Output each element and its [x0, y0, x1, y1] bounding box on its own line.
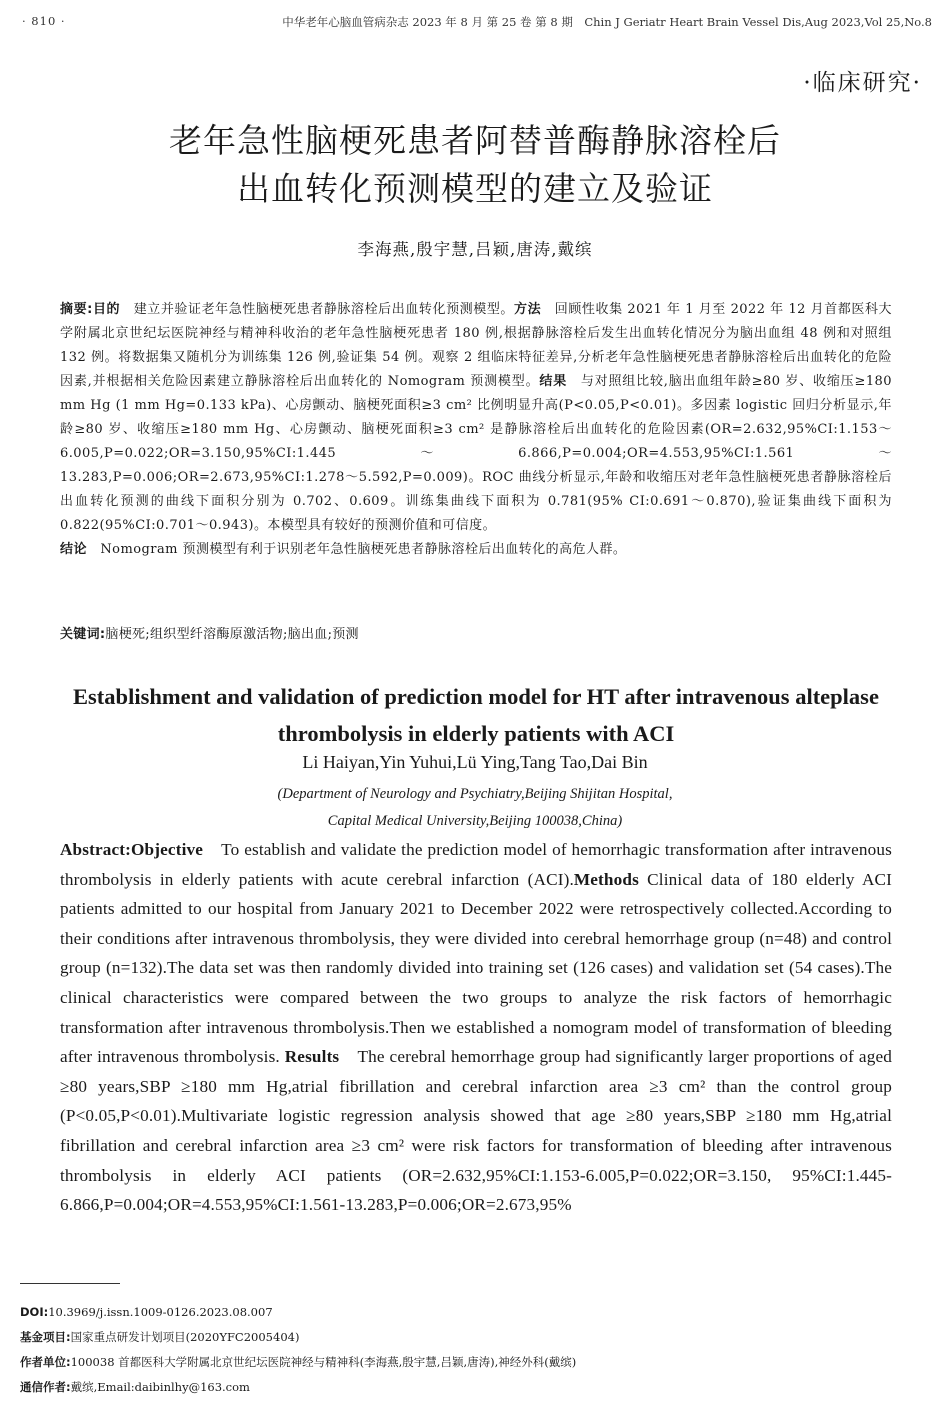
en-methods-label: Methods	[573, 869, 639, 889]
conclusion-text: Nomogram 预测模型有利于识别老年急性脑梗死患者静脉溶栓后出血转化的高危人群。	[86, 542, 627, 557]
en-objective-text: To establish and validate the prediction model of hemorrhagic transformation after intravenous thrombolysis in elderly patients with acute cerebral infarction (ACI).	[60, 840, 892, 889]
chinese-authors: 李海燕,殷宇慧,吕颖,唐涛,戴缤	[357, 240, 593, 259]
en-results-text: The cerebral hemorrhage group had significantly larger proportions of aged ≥80 years,SBP ≥180 mm Hg,atrial fibrillation and cerebral infarction area ≥3 cm² than the control group (P<0.05,P<0.01).Multivariate logistic regression analysis showed that age ≥80 years,SBP ≥180 mm Hg,atrial fibrillation and cerebral infarction area ≥3 cm² were risk factors for transformation of bleeding after intravenous thrombolysis in elderly ACI patients (OR=2.632,95%CI:1.153-6.005,P=0.022;OR=3.150, 95%CI:1.445-6.866,P=0.004;OR=4.553,95%CI:1.561-13.283,P=0.006;OR=2.673,95%	[60, 1047, 892, 1215]
fund-value: 国家重点研发计划项目(2020YFC2005404)	[70, 1330, 300, 1344]
section-tag: ·临床研究·	[803, 70, 922, 96]
chinese-title-line-1: 老年急性脑梗死患者阿替普酶静脉溶栓后	[169, 121, 781, 160]
running-header	[22, 10, 932, 34]
en-results-label: Results	[284, 1047, 340, 1067]
results-text: 与对照组比较,脑出血组年龄≥80 岁、收缩压≥180 mm Hg (1 mm Hg=0.133 kPa)、心房颤动、脑梗死面积≥3 cm² 比例明显升高(P<0.05,P<0.01)。多因素 logistic 回归分析显示,年龄≥80 岁、收缩压≥180 mm Hg、心房颤动、脑梗死面积≥3 cm² 是静脉溶栓后出血转化的危险因素(OR=2.632,95%CI:1.153～6.005,P=0.022;OR=3.150,95%CI:1.445～6.866,P=0.004;OR=4.553,95%CI:1.561～13.283,P=0.006;OR=2.673,95%CI:1.278～5.592,P=0.009)。ROC 曲线分析显示,年龄和收缩压对老年急性脑梗死患者静脉溶栓后出血转化预测的曲线下面积分别为 0.702、0.609。训练集曲线下面积为 0.781(95% CI:0.691～0.870),验证集曲线下面积为 0.822(95%CI:0.701～0.943)。本模型具有较好的预测价值和可信度。	[60, 374, 892, 533]
affil-label: 作者单位:	[20, 1355, 71, 1369]
doi-value: 10.3969/j.issn.1009-0126.2023.08.007	[48, 1305, 273, 1319]
chinese-abstract	[60, 298, 892, 562]
corr-value: 戴缤,Email:daibinlhy@163.com	[70, 1380, 250, 1394]
doi-line	[20, 1300, 920, 1325]
footnotes	[20, 1300, 920, 1400]
affiliation-line-2: Capital Medical University,Beijing 100038,China)	[327, 813, 623, 829]
conclusion-label: 结论	[60, 542, 87, 557]
fund-label: 基金项目:	[20, 1330, 71, 1344]
en-methods-text: Clinical data of 180 elderly ACI patients admitted to our hospital from January 2021 to December 2022 were retrospectively collected.According to their conditions after intravenous thrombolysis, they were divided into cerebral hemorrhage group (n=48) and control group (n=132).The data set was then randomly divided into training set (126 cases) and validation set (54 cases).The clinical characteristics were compared between the two groups to analyze the risk factors of hemorrhagic transformation after intravenous thrombolysis.Then we established a nomogram model of transformation of bleeding after intravenous thrombolysis.	[60, 869, 892, 1067]
affil-value: 100038 首都医科大学附属北京世纪坛医院神经与精神科(李海燕,殷宇慧,吕颖,唐涛),神经外科(戴缤)	[70, 1355, 577, 1369]
keywords-text: 脑梗死;组织型纤溶酶原激活物;脑出血;预测	[105, 627, 359, 642]
methods-label: 方法	[513, 302, 542, 317]
en-abstract-label: Abstract:Objective	[60, 840, 204, 859]
english-affiliation	[0, 781, 950, 835]
footnote-rule	[20, 1283, 120, 1284]
abstract-label: 摘要:	[60, 302, 93, 317]
methods-text: 回顾性收集 2021 年 1 月至 2022 年 12 月首都医科大学附属北京世纪坛医院神经与精神科收治的老年急性脑梗死患者 180 例,根据静脉溶栓后发生出血转化情况分为脑出血组 48 例和对照组 132 例。将数据集又随机分为训练集 126 例,验证集 54 例。观察 2 组临床特征差异,分析老年急性脑梗死患者静脉溶栓后出血转化的危险因素,并根据相关危险因素建立静脉溶栓后出血转化的 Nomogram 预测模型。	[60, 302, 892, 389]
objective-text: 建立并验证老年急性脑梗死患者静脉溶栓后出血转化预测模型。	[120, 302, 514, 317]
english-authors: Li Haiyan,Yin Yuhui,Lü Ying,Tang Tao,Dai Bin	[302, 752, 648, 772]
objective-label: 目的	[92, 302, 121, 317]
english-abstract	[60, 835, 892, 1220]
corr-label: 通信作者:	[20, 1380, 71, 1394]
fund-line	[20, 1325, 920, 1350]
doi-label: DOI:	[20, 1305, 49, 1319]
keywords-label: 关键词:	[60, 627, 106, 642]
chinese-keywords	[60, 623, 892, 647]
results-label: 结果	[539, 374, 568, 389]
affiliation-line-1: (Department of Neurology and Psychiatry,Beijing Shijitan Hospital,	[277, 786, 673, 802]
chinese-title-line-2: 出血转化预测模型的建立及验证	[237, 169, 713, 208]
journal-citation: 中华老年心脑血管病杂志 2023 年 8 月 第 25 卷 第 8 期 Chin J Geriatr Heart Brain Vessel Dis,Aug 2023,Vol 25,No.8	[282, 15, 932, 29]
english-title: Establishment and validation of prediction model for HT after intravenous alteplase thrombolysis in elderly patients with ACI	[73, 684, 879, 746]
chinese-title	[0, 117, 950, 213]
page-number: · 810 ·	[22, 14, 66, 28]
corresponding-line	[20, 1375, 920, 1400]
affiliation-line	[20, 1350, 920, 1375]
